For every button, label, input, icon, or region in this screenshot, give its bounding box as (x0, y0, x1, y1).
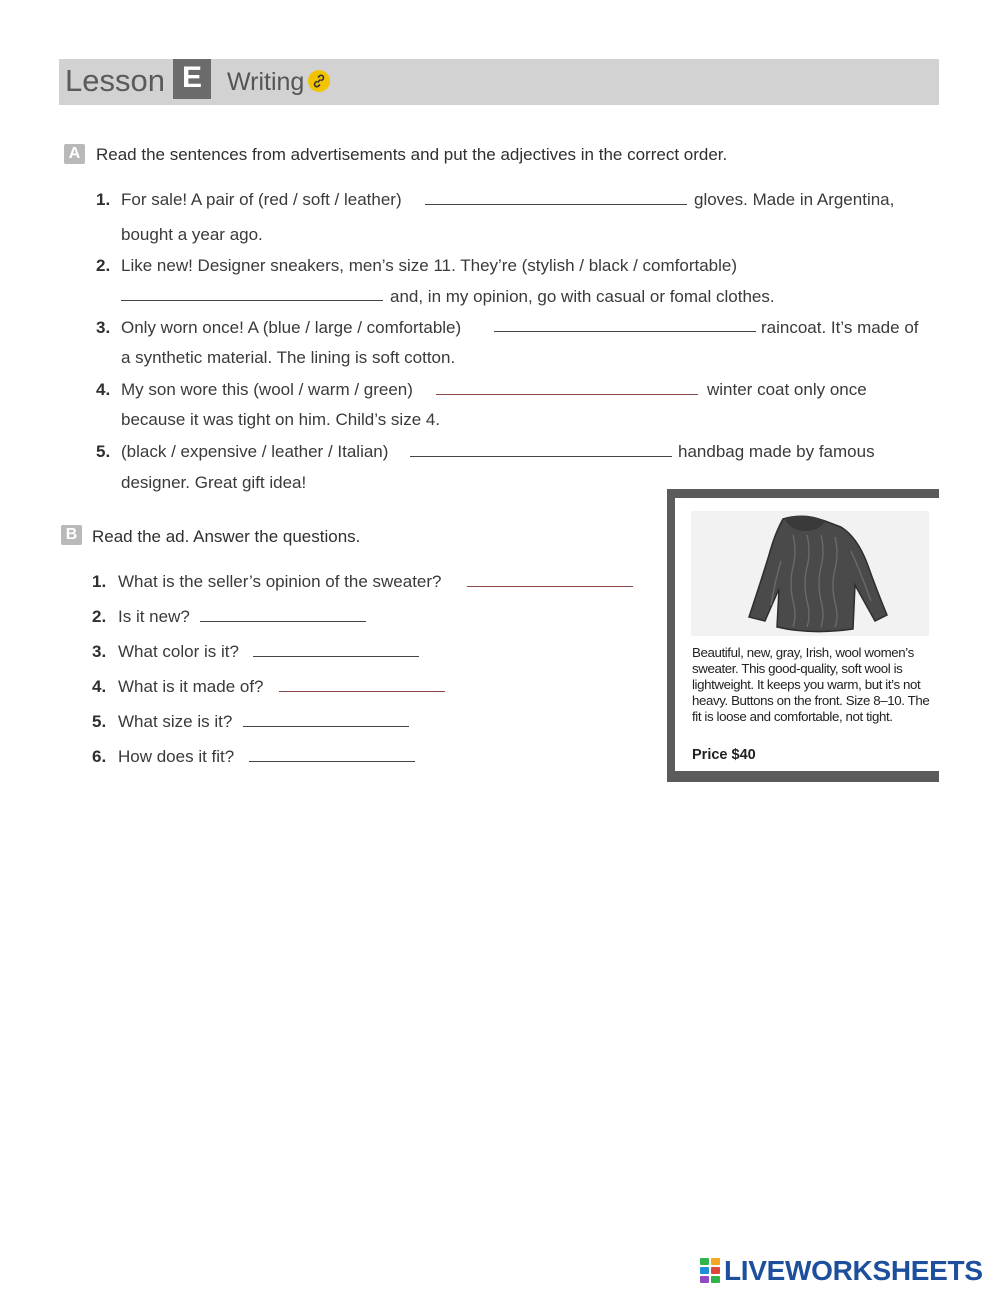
item-text: Like new! Designer sneakers, men’s size 11. They’re (stylish / black / comfortable) (121, 256, 738, 275)
item-text: Only worn once! A (blue / large / comfortable) (121, 318, 462, 337)
link-icon[interactable] (308, 70, 330, 92)
item-text: bought a year ago. (121, 225, 263, 244)
item-text: handbag made by famous (678, 442, 875, 461)
item-number: 5. (96, 442, 111, 461)
sweater-photo (691, 511, 929, 636)
section-b-badge: B (61, 525, 82, 545)
lesson-header (59, 59, 939, 105)
item-text: For sale! A pair of (red / soft / leather) (121, 190, 402, 209)
item-text: and, in my opinion, go with casual or fomal clothes. (390, 287, 775, 306)
item-number: 2. (96, 256, 111, 275)
answer-blank[interactable] (436, 394, 698, 395)
sweater-shape (749, 516, 887, 631)
item-text: raincoat. It’s made of (761, 318, 919, 337)
section-a-instruction: Read the sentences from advertisements and put the adjectives in the correct order. (96, 145, 728, 164)
question-number: 6. (92, 747, 107, 766)
lesson-letter-badge: E (173, 59, 211, 99)
brand-name: LIVEWORKSHEETS (724, 1255, 983, 1286)
answer-blank[interactable] (494, 331, 756, 332)
ad-description: Beautiful, new, gray, Irish, wool women’s sweater. This good-quality, soft wool is lightweight. It keeps you warm, but it’s not heavy. Buttons on the front. Size 8–10. The fit is loose and comfortable, not tight. (692, 645, 930, 724)
item-text: winter coat only once (707, 380, 867, 399)
lesson-label: Lesson (65, 63, 165, 98)
item-text: designer. Great gift idea! (121, 473, 307, 492)
answer-blank[interactable] (253, 656, 419, 657)
brand-icon (700, 1258, 722, 1284)
item-text: gloves. Made in Argentina, (694, 190, 895, 209)
question-number: 2. (92, 607, 107, 626)
answer-blank[interactable] (200, 621, 366, 622)
question-text: What is it made of? (118, 677, 264, 696)
question-text: Is it new? (118, 607, 190, 626)
item-text: because it was tight on him. Child’s size 4. (121, 410, 441, 429)
question-number: 1. (92, 572, 107, 591)
section-a-badge: A (64, 144, 85, 164)
item-text: (black / expensive / leather / Italian) (121, 442, 389, 461)
question-number: 3. (92, 642, 107, 661)
answer-blank[interactable] (425, 204, 687, 205)
answer-blank[interactable] (121, 300, 383, 301)
answer-blank[interactable] (279, 691, 445, 692)
item-number: 4. (96, 380, 111, 399)
ad-panel (675, 498, 939, 771)
question-number: 4. (92, 677, 107, 696)
answer-blank[interactable] (410, 456, 672, 457)
ad-price: Price $40 (692, 747, 756, 763)
item-text: My son wore this (wool / warm / green) (121, 380, 413, 399)
answer-blank[interactable] (249, 761, 415, 762)
question-text: What color is it? (118, 642, 239, 661)
question-text: What size is it? (118, 712, 233, 731)
answer-blank[interactable] (467, 586, 633, 587)
sweater-ad (667, 489, 939, 782)
answer-blank[interactable] (243, 726, 409, 727)
item-text: a synthetic material. The lining is soft cotton. (121, 348, 456, 367)
section-b-instruction: Read the ad. Answer the questions. (92, 527, 361, 546)
question-text: How does it fit? (118, 747, 235, 766)
item-number: 1. (96, 190, 111, 209)
item-number: 3. (96, 318, 111, 337)
section-title: Writing (227, 68, 305, 96)
question-number: 5. (92, 712, 107, 731)
question-text: What is the seller’s opinion of the sweater? (118, 572, 442, 591)
